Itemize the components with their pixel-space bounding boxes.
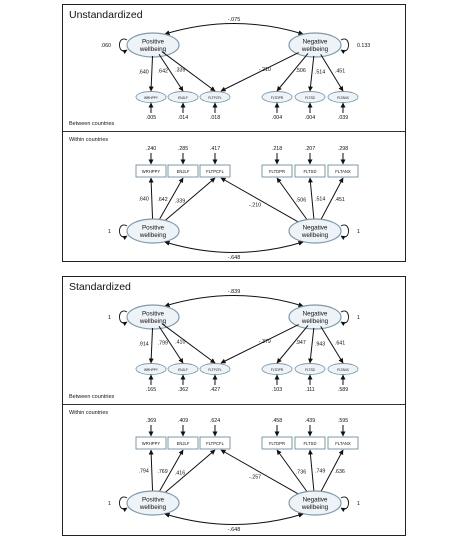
- within-indicator-label: FLTPCFL: [206, 441, 224, 446]
- between-loading-value: .506: [295, 68, 306, 75]
- within-indicator-label: FLTDPR: [269, 169, 285, 174]
- between-indicator-label: FLTDPR: [270, 95, 284, 100]
- within-loading-arrow: [151, 178, 153, 220]
- within-residual-value: .439: [304, 418, 316, 424]
- within-indicator-label: WRHPPY: [141, 441, 161, 446]
- between-negative-wellbeing-label: Negative: [302, 38, 328, 46]
- between-residual-value: .005: [145, 115, 157, 121]
- between-negative-wellbeing-label: wellbeing: [301, 46, 329, 53]
- within-negative-residual-loop-value: 1: [357, 501, 360, 507]
- section-divider: [63, 404, 405, 405]
- within-countries-label: Within countries: [69, 137, 109, 143]
- within-indicator-label: ENJLF: [176, 441, 190, 446]
- within-residual-value: .285: [177, 146, 189, 152]
- panel-title: Unstandardized: [69, 9, 143, 21]
- within-indicator-label: ENJLF: [176, 169, 190, 174]
- within-residual-value: .298: [337, 146, 349, 152]
- between-loading-value: .451: [334, 68, 346, 75]
- between-residual-value: .004: [271, 115, 283, 121]
- between-negative-wellbeing-label: Negative: [302, 310, 328, 318]
- between-loading-value: .410: [175, 339, 186, 346]
- between-positive-residual-loop: [120, 39, 128, 51]
- between-positive-residual-loop-value: 1: [108, 315, 111, 321]
- between-indicator-label: WRHPPY: [144, 95, 158, 100]
- between-residual-value: .111: [305, 387, 315, 393]
- standardized-panel: [62, 276, 406, 536]
- within-positive-wellbeing-label: Positive: [141, 496, 165, 504]
- within-negative-residual-loop: [341, 225, 349, 237]
- between-residual-value: .018: [209, 115, 221, 121]
- between-indicator-label: FLTSD: [305, 95, 315, 100]
- within-negative-wellbeing-label: wellbeing: [301, 232, 329, 239]
- between-residual-value: .014: [177, 115, 189, 121]
- within-positive-wellbeing-label: wellbeing: [139, 232, 167, 239]
- within-residual-value: .207: [304, 146, 316, 152]
- between-negative-residual-loop: [341, 39, 349, 51]
- within-loading-arrow: [151, 450, 153, 492]
- within-covariance-arc: [165, 242, 303, 253]
- unstandardized-diagram: [63, 5, 407, 263]
- within-residual-value: .240: [145, 146, 157, 152]
- between-indicator-label: FLTANX: [337, 367, 349, 372]
- within-positive-residual-loop-value: 1: [108, 501, 111, 507]
- between-loading-value: .339: [175, 67, 186, 74]
- within-loading-value: .514: [314, 196, 326, 203]
- within-cross-loading-arrow: [221, 178, 299, 222]
- between-covariance-value: -.839: [227, 289, 241, 295]
- within-positive-wellbeing-label: Positive: [141, 224, 165, 232]
- within-positive-residual-loop: [120, 225, 128, 237]
- between-loading-value: .943: [314, 341, 326, 348]
- between-loading-value: .947: [295, 340, 306, 347]
- between-positive-residual-loop: [120, 311, 128, 323]
- between-negative-residual-loop-value: 1: [357, 315, 360, 321]
- within-positive-residual-loop-value: 1: [108, 229, 111, 235]
- within-indicator-label: FLTANX: [335, 441, 351, 446]
- between-loading-value: .514: [314, 69, 326, 76]
- between-residual-value: .103: [271, 387, 283, 393]
- between-loading-value: .799: [157, 340, 169, 347]
- between-loading-arrow: [310, 56, 314, 91]
- between-cross-loading-value: -.210: [258, 66, 271, 73]
- within-indicator-label: FLTPCFL: [206, 169, 224, 174]
- within-loading-value: .642: [157, 197, 168, 204]
- between-residual-value: .004: [304, 115, 316, 121]
- within-residual-value: .458: [271, 418, 283, 424]
- within-residual-value: .417: [209, 146, 221, 152]
- between-loading-value: .641: [334, 340, 346, 347]
- between-covariance-arc: [165, 24, 303, 35]
- within-loading-value: .451: [334, 197, 345, 204]
- between-loading-arrow: [151, 56, 153, 91]
- within-residual-value: .595: [337, 418, 349, 424]
- between-positive-wellbeing-label: wellbeing: [139, 46, 167, 53]
- within-loading-value: .769: [157, 469, 168, 476]
- within-loading-arrow: [161, 450, 215, 496]
- within-positive-wellbeing-label: wellbeing: [139, 504, 167, 511]
- unstandardized-panel: [62, 4, 406, 262]
- within-loading-value: .636: [334, 469, 345, 476]
- within-positive-residual-loop: [120, 497, 128, 509]
- between-residual-value: .039: [337, 115, 349, 121]
- between-negative-residual-loop: [341, 311, 349, 323]
- between-negative-residual-loop-value: 0.133: [357, 43, 371, 49]
- within-indicator-label: FLTDPR: [269, 441, 285, 446]
- within-residual-value: .218: [271, 146, 283, 152]
- between-residual-value: .427: [209, 387, 221, 393]
- within-loading-value: .749: [314, 468, 326, 475]
- between-indicator-label: FLTANX: [337, 95, 349, 100]
- within-indicator-label: FLTSD: [303, 169, 317, 174]
- within-indicator-label: WRHPPY: [141, 169, 161, 174]
- between-countries-label: Between countries: [69, 121, 115, 127]
- between-indicator-label: FLTPCFL: [208, 95, 222, 100]
- between-loading-value: .642: [157, 68, 169, 75]
- within-loading-value: .339: [174, 198, 186, 205]
- within-negative-residual-loop: [341, 497, 349, 509]
- between-residual-value: .165: [145, 387, 157, 393]
- between-residual-value: .589: [337, 387, 349, 393]
- within-countries-label: Within countries: [69, 410, 109, 416]
- between-indicator-label: FLTPCFL: [208, 367, 222, 372]
- within-loading-arrow: [161, 178, 215, 224]
- within-negative-wellbeing-label: wellbeing: [301, 504, 329, 511]
- within-covariance-arc: [165, 514, 303, 525]
- between-indicator-label: FLTSD: [305, 367, 315, 372]
- within-residual-value: .369: [145, 418, 157, 424]
- within-covariance-value: -.648: [227, 255, 241, 261]
- between-positive-residual-loop-value: .060: [100, 43, 111, 49]
- between-positive-wellbeing-label: Positive: [141, 310, 165, 318]
- between-loading-value: .640: [138, 69, 149, 76]
- within-residual-value: .409: [177, 418, 189, 424]
- between-indicator-label: WRHPPY: [144, 367, 158, 372]
- between-covariance-value: -.075: [227, 17, 241, 23]
- between-cross-loading-value: -.379: [258, 338, 271, 345]
- within-loading-arrow: [310, 450, 314, 492]
- within-loading-arrow: [310, 178, 314, 220]
- between-positive-wellbeing-label: Positive: [141, 38, 165, 46]
- section-divider: [63, 131, 405, 132]
- between-indicator-label: ENJLF: [178, 95, 188, 100]
- within-negative-wellbeing-label: Negative: [302, 224, 328, 232]
- within-cross-loading-arrow: [221, 450, 299, 494]
- between-countries-label: Between countries: [69, 394, 115, 400]
- between-loading-value: .914: [138, 341, 149, 348]
- between-negative-wellbeing-label: wellbeing: [301, 318, 329, 325]
- within-loading-value: .736: [295, 469, 307, 476]
- within-cross-loading-value: -.210: [249, 202, 262, 209]
- within-loading-value: .640: [138, 196, 149, 203]
- standardized-diagram: [63, 277, 407, 537]
- between-covariance-arc: [165, 296, 303, 307]
- within-loading-value: .506: [295, 197, 307, 204]
- within-cross-loading-value: -.257: [249, 474, 262, 481]
- within-covariance-value: -.648: [227, 527, 241, 533]
- within-residual-value: .624: [209, 418, 221, 424]
- within-indicator-label: FLTSD: [303, 441, 317, 446]
- between-loading-arrow: [310, 328, 314, 363]
- between-residual-value: .362: [177, 387, 189, 393]
- within-indicator-label: FLTANX: [335, 169, 351, 174]
- between-indicator-label: ENJLF: [178, 367, 188, 372]
- panel-title: Standardized: [69, 281, 131, 293]
- between-indicator-label: FLTDPR: [270, 367, 284, 372]
- within-negative-residual-loop-value: 1: [357, 229, 360, 235]
- within-loading-value: .794: [138, 468, 149, 475]
- between-positive-wellbeing-label: wellbeing: [139, 318, 167, 325]
- between-loading-arrow: [151, 328, 153, 363]
- within-negative-wellbeing-label: Negative: [302, 496, 328, 504]
- within-loading-value: .416: [174, 470, 186, 477]
